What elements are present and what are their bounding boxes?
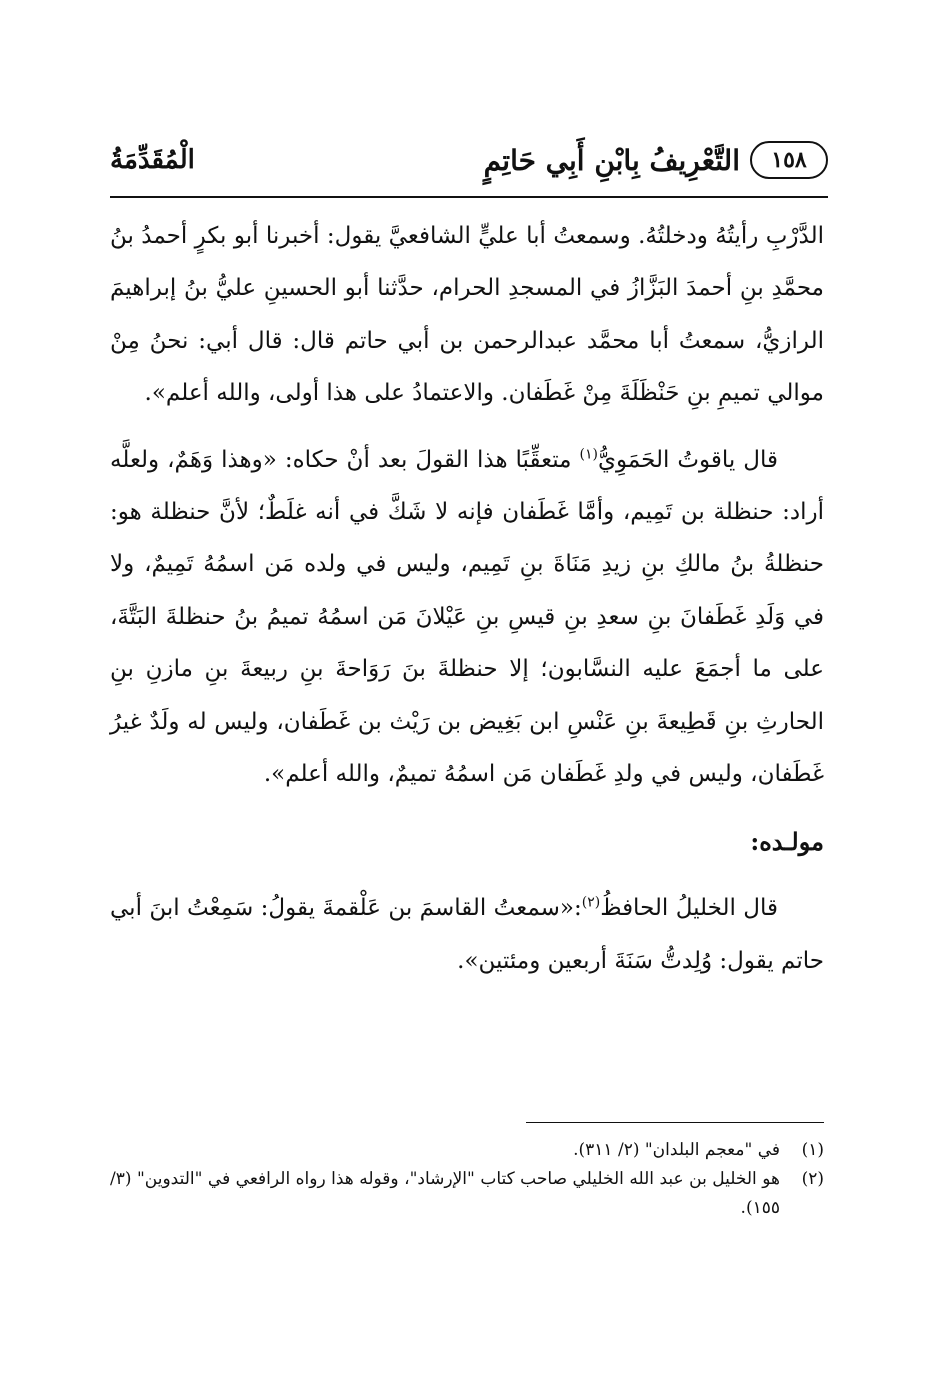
footnote-ref-2[interactable]: (٢) [581, 894, 601, 911]
footnote-number: (١) [801, 1140, 824, 1160]
paragraph-3 [110, 882, 824, 987]
footnote-text: في "معجم البلدان" (٢/ ٣١١). [573, 1140, 780, 1160]
footnote-divider [526, 1122, 824, 1123]
book-title: التَّعْرِيفُ بِابْنِ أَبِي حَاتِمٍ [483, 143, 740, 177]
footnote-item [110, 1136, 824, 1165]
footnote-item [110, 1165, 824, 1223]
page-number-badge: ١٥٨ [750, 141, 828, 179]
section-title: الْمُقَدِّمَةُ [110, 145, 195, 175]
paragraph-1: الدَّرْبِ رأيتُهُ ودخلتُهُ. وسمعتُ أبا عليٍّ الشافعيَّ يقول: أخبرنا أبو بكرٍ أحمدُ بنُ محمَّدِ بنِ أحمدَ البَزَّازُ في المسجدِ الحرام، حدَّثنا أبو الحسينِ عليُّ بنُ إبراهيمَ الرازيُّ، سمعتُ أبا محمَّد عبدالرحمن بن أبي حاتم قال: قال أبي: نحنُ مِنْ موالي تميمِ بنِ حَنْظَلَةَ مِنْ غَطَفان. والاعتمادُ على هذا أولى، والله أعلم». [110, 223, 824, 407]
header-divider [110, 196, 828, 198]
footnote-text: هو الخليل بن عبد الله الخليلي صاحب كتاب "الإرشاد"، وقوله هذا رواه الرافعي في "التدوين" (٣/ ١٥٥). [110, 1169, 780, 1218]
footnotes [110, 1136, 824, 1223]
paragraph-2 [110, 434, 824, 801]
paragraph-2-body: متعقِّبًا هذا القولَ بعد أنْ حكاه: «وهذا وَهَمٌ، ولعلَّه أراد: حنظلة بن تَمِيم، وأمَّا غَطَفان فإنه لا شَكَّ في أنه غلَطٌ؛ لأنَّ حنظلة هو: حنظلةُ بنُ مالكِ بنِ زيدِ مَنَاةَ بنِ تَمِيم، وليس في ولده مَن اسمُهُ تَمِيمٌ، ولا في وَلَدِ غَطَفانَ بنِ سعدِ بنِ قيسِ بنِ عَيْلانَ مَن اسمُهُ تميمُ بنُ حنظلةَ البَتَّةَ، على ما أجمَعَ عليه النسَّابون؛ إلا حنظلةَ بنَ رَوَاحةَ بنِ ربيعةَ بنِ مازنِ بنِ الحارثِ بنِ قَطِيعةَ بنِ عَنْسِ ابن بَغِيض بن رَيْث بن غَطَفان، وليس له ولَدٌ غيرُ غَطَفان، وليس في ولدِ غَطَفان مَن اسمُهُ تميمٌ، والله أعلم». [110, 446, 824, 788]
header-title-group [484, 141, 828, 179]
footnote-number: (٢) [801, 1169, 824, 1189]
paragraph-3-lead: قال الخليلُ الحافظُ [600, 895, 779, 922]
section-heading-birth: مولـده: [750, 827, 824, 857]
main-text [110, 210, 824, 987]
footnote-ref-1[interactable]: (١) [579, 445, 598, 462]
paragraph-2-lead: قال ياقوتُ الحَمَوِيُّ [597, 446, 778, 473]
paragraph-3-body: :«سمعتُ القاسمَ بن عَلْقمةَ يقولُ: سَمِعْتُ ابنَ أبي حاتم يقول: وُلِدتُّ سَنَةَ أربعين ومئتين». [110, 895, 824, 974]
page-header [110, 135, 828, 185]
